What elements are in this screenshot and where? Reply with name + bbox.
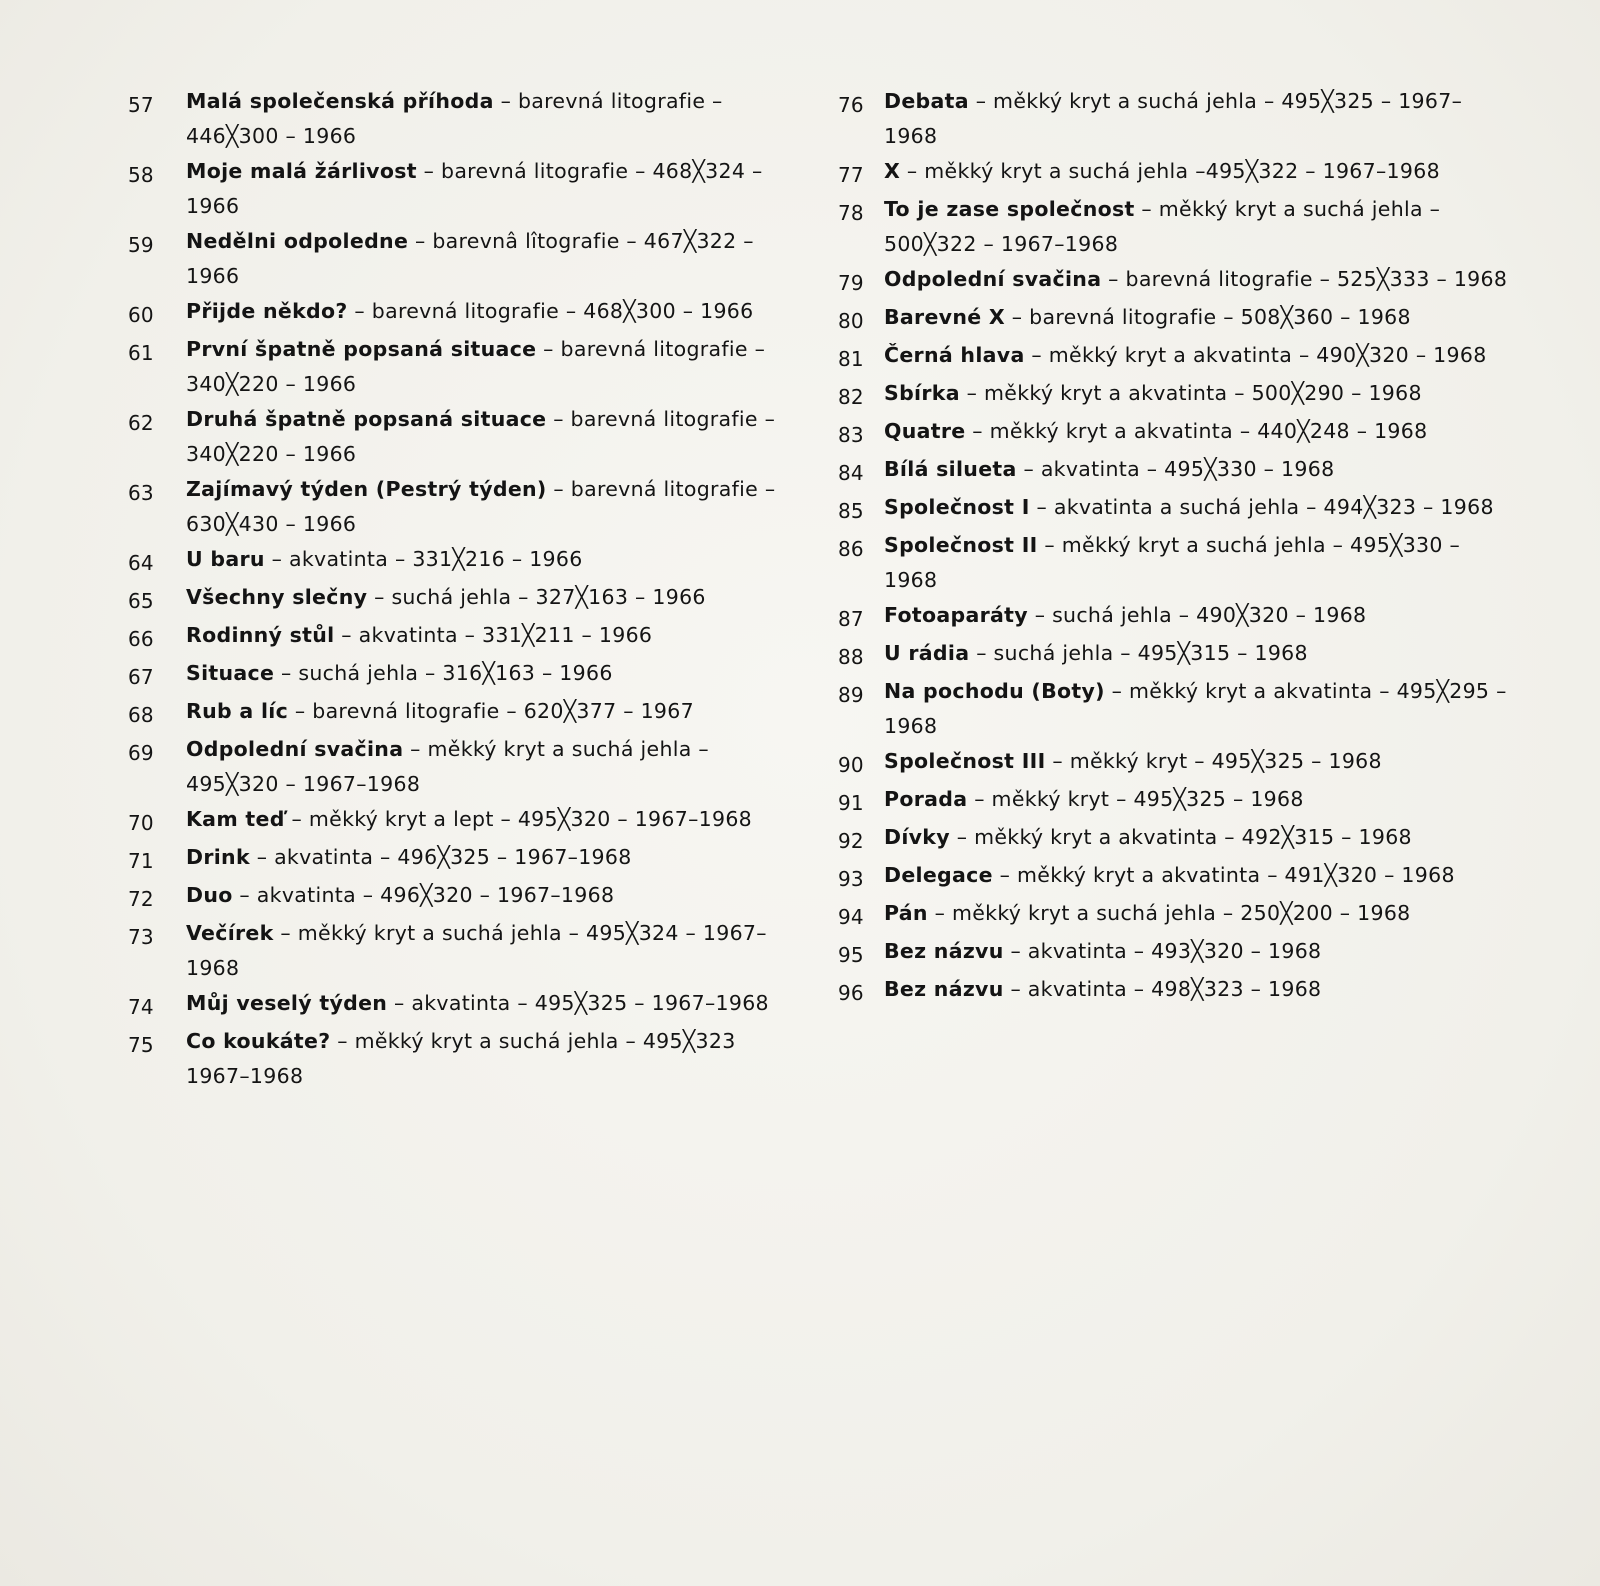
catalogue-entry	[838, 300, 1508, 338]
entry-body	[884, 262, 1508, 297]
catalogue-entry	[838, 674, 1508, 744]
catalogue-entry	[838, 858, 1508, 896]
entry-title: Situace	[186, 661, 275, 685]
entry-body	[884, 598, 1508, 633]
entry-body	[884, 636, 1508, 671]
catalogue-entry	[838, 528, 1508, 598]
entry-description: – barevná litografie – 340╳220 – 1966	[186, 337, 766, 396]
entry-title: Černá hlava	[884, 343, 1025, 367]
entry-number: 94	[838, 905, 864, 929]
entry-number: 90	[838, 753, 864, 777]
catalogue-entry	[128, 472, 788, 542]
catalogue-entry	[128, 1024, 788, 1094]
catalogue-entry	[838, 896, 1508, 934]
entry-body	[186, 542, 788, 577]
entry-title: Delegace	[884, 863, 993, 887]
entry-title: Quatre	[884, 419, 966, 443]
entry-description: – měkký kryt – 495╳325 – 1968	[967, 787, 1304, 811]
entry-description: – akvatinta – 496╳325 – 1967–1968	[249, 845, 632, 869]
catalogue-entry	[128, 542, 788, 580]
entry-description: – barevná litografie – 468╳300 – 1966	[347, 299, 754, 323]
entry-body	[186, 402, 788, 472]
entry-number: 91	[838, 791, 864, 815]
entry-body	[186, 224, 788, 294]
entry-description: – barevná litografie – 630╳430 – 1966	[186, 477, 776, 536]
entry-number: 95	[838, 943, 864, 967]
entry-body	[884, 896, 1508, 931]
entry-number: 84	[838, 461, 864, 485]
entry-title: Bez názvu	[884, 939, 1004, 963]
entry-title: První špatně popsaná situace	[186, 337, 537, 361]
catalogue-entry	[838, 452, 1508, 490]
entry-title: To je zase společnost	[884, 197, 1135, 221]
entry-description: – měkký kryt a suchá jehla – 495╳320 – 1967–1968	[186, 737, 709, 796]
catalogue-entry	[128, 618, 788, 656]
catalogue-entry	[838, 972, 1508, 1010]
entry-number: 59	[128, 233, 154, 257]
entry-title: Večírek	[186, 921, 274, 945]
entry-body	[884, 744, 1508, 779]
entry-description: – měkký kryt a akvatinta – 491╳320 – 1968	[992, 863, 1455, 887]
catalogue-entry	[128, 840, 788, 878]
entry-body	[186, 878, 788, 913]
catalogue-entry	[838, 84, 1508, 154]
entry-body	[884, 414, 1508, 449]
entry-number: 60	[128, 303, 154, 327]
entry-title: Malá společenská příhoda	[186, 89, 494, 113]
entry-number: 71	[128, 849, 154, 873]
entry-number: 67	[128, 665, 154, 689]
entry-title: Co koukáte?	[186, 1029, 331, 1053]
entry-number: 78	[838, 201, 864, 225]
entry-body	[884, 858, 1508, 893]
entry-body	[884, 490, 1508, 525]
entry-title: Pán	[884, 901, 928, 925]
entry-description: – suchá jehla – 490╳320 – 1968	[1027, 603, 1367, 627]
entry-title: Kam teď	[186, 807, 285, 831]
entry-title: Společnost I	[884, 495, 1030, 519]
entry-title: U baru	[186, 547, 265, 571]
entry-description: – měkký kryt – 495╳325 – 1968	[1045, 749, 1382, 773]
entry-title: U rádia	[884, 641, 970, 665]
catalogue-entry	[838, 636, 1508, 674]
entry-number: 88	[838, 645, 864, 669]
entry-body	[186, 840, 788, 875]
entry-description: – akvatinta – 331╳216 – 1966	[264, 547, 583, 571]
entry-number: 58	[128, 163, 154, 187]
entry-title: Všechny slečny	[186, 585, 368, 609]
catalogue-entry	[838, 744, 1508, 782]
catalogue-entry	[838, 376, 1508, 414]
entry-number: 80	[838, 309, 864, 333]
catalogue-entry	[128, 732, 788, 802]
entry-number: 86	[838, 537, 864, 561]
entry-body	[186, 618, 788, 653]
entry-description: – barevná litografie – 525╳333 – 1968	[1101, 267, 1508, 291]
entry-title: Bez názvu	[884, 977, 1004, 1001]
entry-title: Odpolední svačina	[186, 737, 404, 761]
entry-number: 72	[128, 887, 154, 911]
entry-title: Dívky	[884, 825, 950, 849]
entry-title: Drink	[186, 845, 250, 869]
entry-title: Barevné X	[884, 305, 1005, 329]
entry-description: – měkký kryt a akvatinta – 492╳315 – 1968	[949, 825, 1412, 849]
entry-title: Společnost III	[884, 749, 1046, 773]
entry-body	[884, 300, 1508, 335]
entry-description: – měkký kryt a lept – 495╳320 – 1967–1968	[284, 807, 753, 831]
entry-body	[884, 338, 1508, 373]
entry-description: – akvatinta – 493╳320 – 1968	[1003, 939, 1322, 963]
entry-number: 96	[838, 981, 864, 1005]
entry-description: – suchá jehla – 495╳315 – 1968	[969, 641, 1308, 665]
catalogue-entry	[838, 154, 1508, 192]
entry-number: 65	[128, 589, 154, 613]
entry-number: 85	[838, 499, 864, 523]
entry-body	[884, 972, 1508, 1007]
entry-description: – měkký kryt a akvatinta – 440╳248 – 1968	[965, 419, 1428, 443]
entry-body	[186, 332, 788, 402]
entry-description: – měkký kryt a suchá jehla –495╳322 – 1967–1968	[900, 159, 1440, 183]
entry-description: – akvatinta – 496╳320 – 1967–1968	[232, 883, 615, 907]
entry-body	[186, 656, 788, 691]
catalogue-column-right	[838, 84, 1508, 1010]
entry-number: 76	[838, 93, 864, 117]
entry-body	[884, 192, 1508, 262]
entry-body	[884, 84, 1508, 154]
entry-number: 87	[838, 607, 864, 631]
catalogue-entry	[128, 294, 788, 332]
entry-description: – barevná litografie – 340╳220 – 1966	[186, 407, 776, 466]
catalogue-entry	[128, 580, 788, 618]
entry-description: – měkký kryt a akvatinta – 500╳290 – 1968	[959, 381, 1422, 405]
entry-description: – měkký kryt a suchá jehla – 495╳330 – 1968	[884, 533, 1461, 592]
entry-description: – akvatinta – 331╳211 – 1966	[334, 623, 653, 647]
entry-description: – akvatinta – 495╳330 – 1968	[1016, 457, 1335, 481]
entry-number: 81	[838, 347, 864, 371]
catalogue-column-left	[128, 84, 788, 1094]
catalogue-entry	[838, 598, 1508, 636]
entry-description: – barevná litografie – 468╳324 – 1966	[186, 159, 763, 218]
entry-description: – měkký kryt a suchá jehla – 495╳325 – 1967–1968	[884, 89, 1463, 148]
entry-title: Zajímavý týden (Pestrý týden)	[186, 477, 547, 501]
catalogue-entry	[838, 934, 1508, 972]
catalogue-entry	[128, 402, 788, 472]
entry-number: 77	[838, 163, 864, 187]
entry-number: 61	[128, 341, 154, 365]
entry-body	[186, 916, 788, 986]
entry-title: Můj veselý týden	[186, 991, 388, 1015]
entry-number: 63	[128, 481, 154, 505]
entry-number: 82	[838, 385, 864, 409]
entry-body	[186, 732, 788, 802]
entry-description: – barevná litografie – 620╳377 – 1967	[288, 699, 694, 723]
catalogue-entry	[128, 694, 788, 732]
entry-description: – akvatinta – 495╳325 – 1967–1968	[387, 991, 769, 1015]
entry-description: – měkký kryt a suchá jehla – 250╳200 – 1968	[927, 901, 1411, 925]
entry-body	[186, 986, 788, 1021]
entry-description: – suchá jehla – 327╳163 – 1966	[367, 585, 706, 609]
entry-title: Porada	[884, 787, 968, 811]
entry-body	[186, 580, 788, 615]
entry-body	[186, 472, 788, 542]
entry-body	[186, 802, 788, 837]
entry-body	[186, 154, 788, 224]
catalogue-entry	[838, 820, 1508, 858]
entry-description: – měkký kryt a akvatinta – 490╳320 – 1968	[1024, 343, 1487, 367]
entry-body	[884, 674, 1508, 744]
entry-body	[186, 294, 788, 329]
entry-body	[884, 820, 1508, 855]
catalogue-entry	[128, 916, 788, 986]
entry-description: – akvatinta a suchá jehla – 494╳323 – 1968	[1029, 495, 1494, 519]
entry-number: 75	[128, 1033, 154, 1057]
entry-body	[884, 782, 1508, 817]
entry-description: – měkký kryt a akvatinta – 495╳295 – 1968	[884, 679, 1507, 738]
entry-title: Debata	[884, 89, 969, 113]
entry-number: 57	[128, 93, 154, 117]
entry-description: – měkký kryt a suchá jehla – 495╳323 1967–1968	[186, 1029, 736, 1088]
entry-number: 93	[838, 867, 864, 891]
entry-body	[884, 528, 1508, 598]
entry-title: Odpolední svačina	[884, 267, 1102, 291]
entry-number: 74	[128, 995, 154, 1019]
catalogue-entry	[838, 782, 1508, 820]
catalogue-entry	[838, 192, 1508, 262]
entry-description: – akvatinta – 498╳323 – 1968	[1003, 977, 1322, 1001]
entry-body	[186, 1024, 788, 1094]
entry-title: Druhá špatně popsaná situace	[186, 407, 547, 431]
entry-title: Bílá silueta	[884, 457, 1017, 481]
entry-body	[884, 154, 1508, 189]
entry-title: Nedělni odpoledne	[186, 229, 409, 253]
entry-number: 92	[838, 829, 864, 853]
catalogue-entry	[838, 414, 1508, 452]
catalogue-entry	[838, 262, 1508, 300]
catalogue-entry	[128, 154, 788, 224]
entry-title: Sbírka	[884, 381, 960, 405]
entry-title: Fotoaparáty	[884, 603, 1028, 627]
entry-body	[186, 694, 788, 729]
entry-title: Rub a líc	[186, 699, 289, 723]
entry-body	[884, 934, 1508, 969]
entry-description: – barevnâ lîtografie – 467╳322 – 1966	[186, 229, 754, 288]
entry-body	[884, 452, 1508, 487]
entry-body	[186, 84, 788, 154]
entry-title: Na pochodu (Boty)	[884, 679, 1105, 703]
entry-title: Rodinný stůl	[186, 623, 335, 647]
entry-description: – barevná litografie – 508╳360 – 1968	[1004, 305, 1411, 329]
catalogue-entry	[838, 490, 1508, 528]
catalogue-entry	[838, 338, 1508, 376]
entry-number: 73	[128, 925, 154, 949]
entry-description: – měkký kryt a suchá jehla – 495╳324 – 1967–1968	[186, 921, 767, 980]
catalogue-entry	[128, 656, 788, 694]
entry-title: X	[884, 159, 901, 183]
entry-title: Společnost II	[884, 533, 1038, 557]
entry-number: 70	[128, 811, 154, 835]
entry-number: 64	[128, 551, 154, 575]
entry-description: – suchá jehla – 316╳163 – 1966	[274, 661, 613, 685]
entry-description: – barevná litografie – 446╳300 – 1966	[186, 89, 723, 148]
catalogue-entry	[128, 332, 788, 402]
entry-number: 89	[838, 683, 864, 707]
entry-number: 79	[838, 271, 864, 295]
entry-title: Moje malá žárlivost	[186, 159, 417, 183]
catalogue-entry	[128, 224, 788, 294]
entry-number: 83	[838, 423, 864, 447]
catalogue-entry	[128, 986, 788, 1024]
entry-title: Duo	[186, 883, 233, 907]
entry-description: – měkký kryt a suchá jehla – 500╳322 – 1967–1968	[884, 197, 1441, 256]
entry-number: 62	[128, 411, 154, 435]
entry-title: Přijde někdo?	[186, 299, 348, 323]
entry-number: 68	[128, 703, 154, 727]
entry-number: 66	[128, 627, 154, 651]
catalogue-entry	[128, 802, 788, 840]
entry-body	[884, 376, 1508, 411]
catalogue-entry	[128, 878, 788, 916]
catalogue-entry	[128, 84, 788, 154]
entry-number: 69	[128, 741, 154, 765]
